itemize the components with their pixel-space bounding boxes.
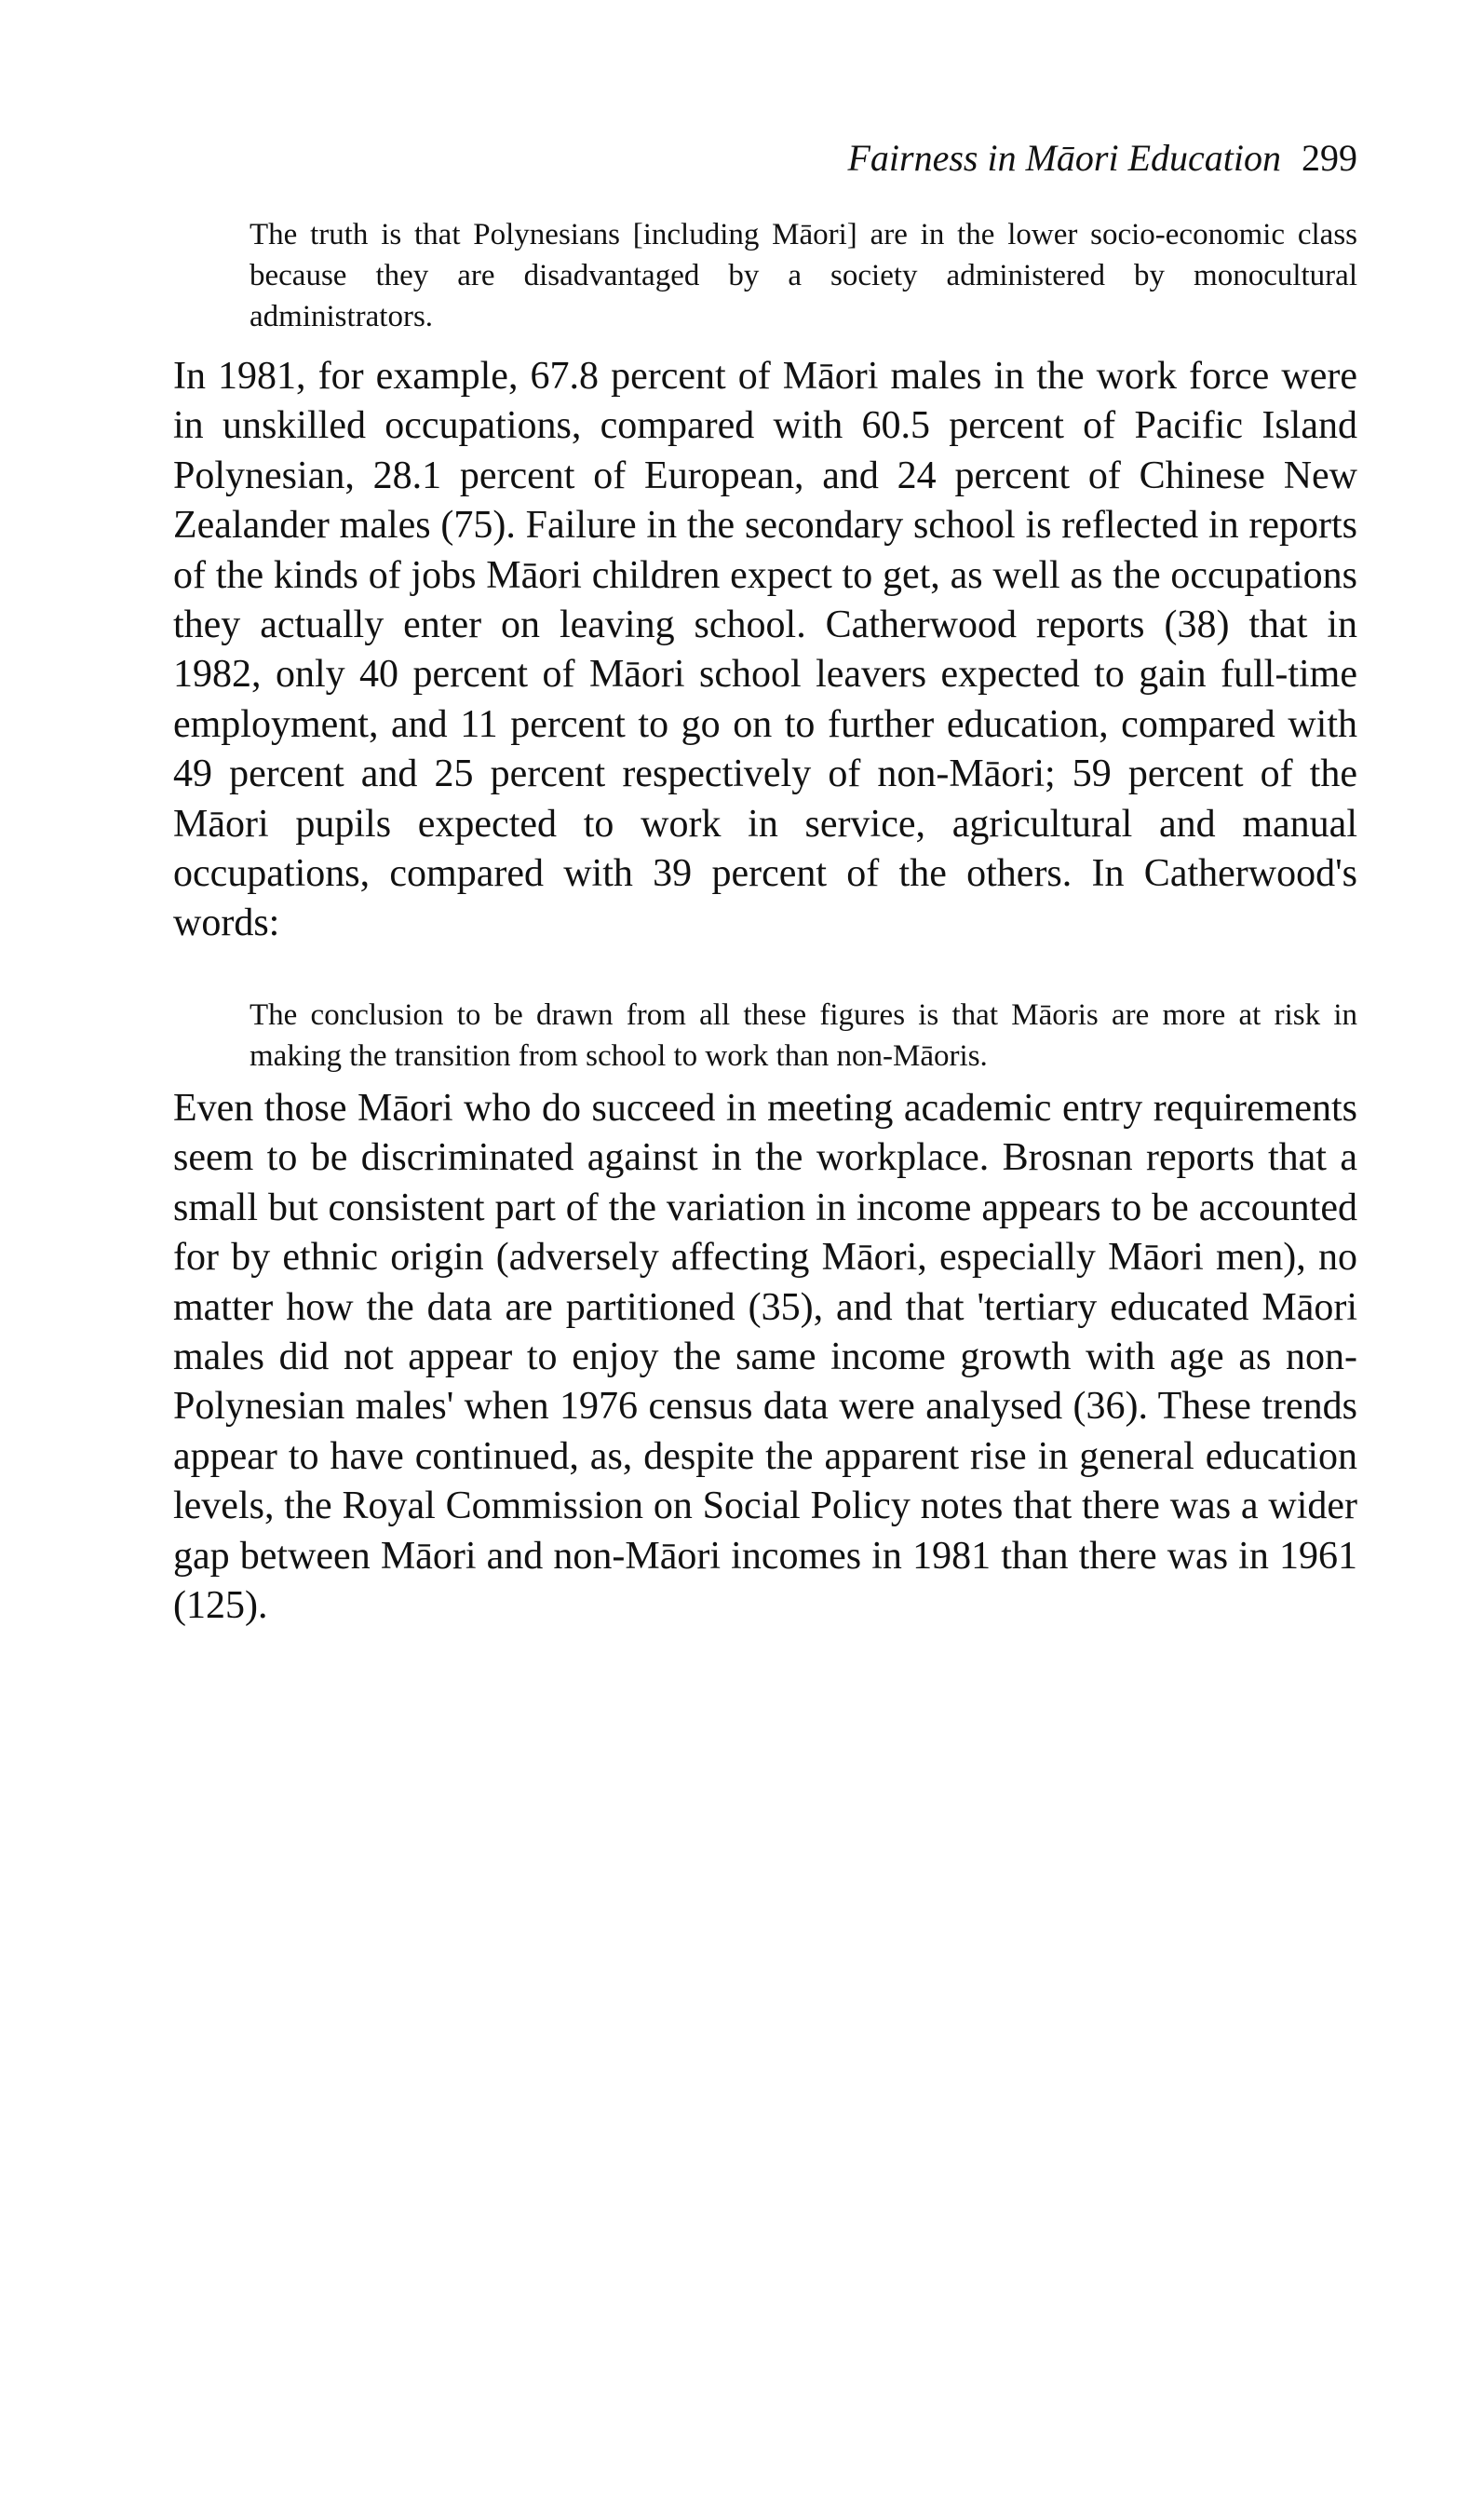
page-number: 299 (1302, 137, 1357, 179)
block-quote-catherwood: The conclusion to be drawn from all these figures is that Māoris are more at risk in making the transition from school to work than non-Māoris. (250, 998, 1357, 1073)
paragraph-occupations: In 1981, for example, 67.8 percent of Māori males in the work force were in unskilled occupations, compared with 60.5 percent of Pacific Island Polynesian, 28.1 percent of European, and 24 percent of Chinese New Zealander males (75). Failure in the secondary school is reflected in reports of the kinds of jobs Māori children expect to get, as well as the occupations they actually enter on leaving school. Catherwood reports (38) that in 1982, only 40 percent of Māori school leavers expected to gain full-time employment, and 11 percent to go on to further education, compared with 49 percent and 25 percent respectively of non-Māori; 59 percent of the Māori pupils expected to work in service, agricultural and manual occupations, compared with 39 percent of the others. In Catherwood's words: (173, 355, 1357, 945)
paragraph-workplace: Even those Māori who do succeed in meeting academic entry requirements seem to be discriminated against in the workplace. Brosnan reports that a small but consistent part of the variation in income appears to be accounted for by ethnic origin (adversely affecting Māori, especially Māori men), no matter how the data are partitioned (35), and that 'tertiary educated Māori males did not appear to enjoy the same income growth with age as non-Polynesian males' when 1976 census data were analysed (36). These trends appear to have continued, as, despite the apparent rise in general education levels, the Royal Commission on Social Policy notes that there was a wider gap between Māori and non-Māori incomes in 1981 than there was in 1961 (125). (173, 1087, 1357, 1628)
block-quote-polynesians: The truth is that Polynesians [including Māori] are in the lower socio-economic class because they are disadvantaged by a society administered by monocultural administrators. (250, 218, 1357, 333)
running-head (173, 136, 1357, 181)
running-title: Fairness in Māori Education (847, 137, 1281, 179)
